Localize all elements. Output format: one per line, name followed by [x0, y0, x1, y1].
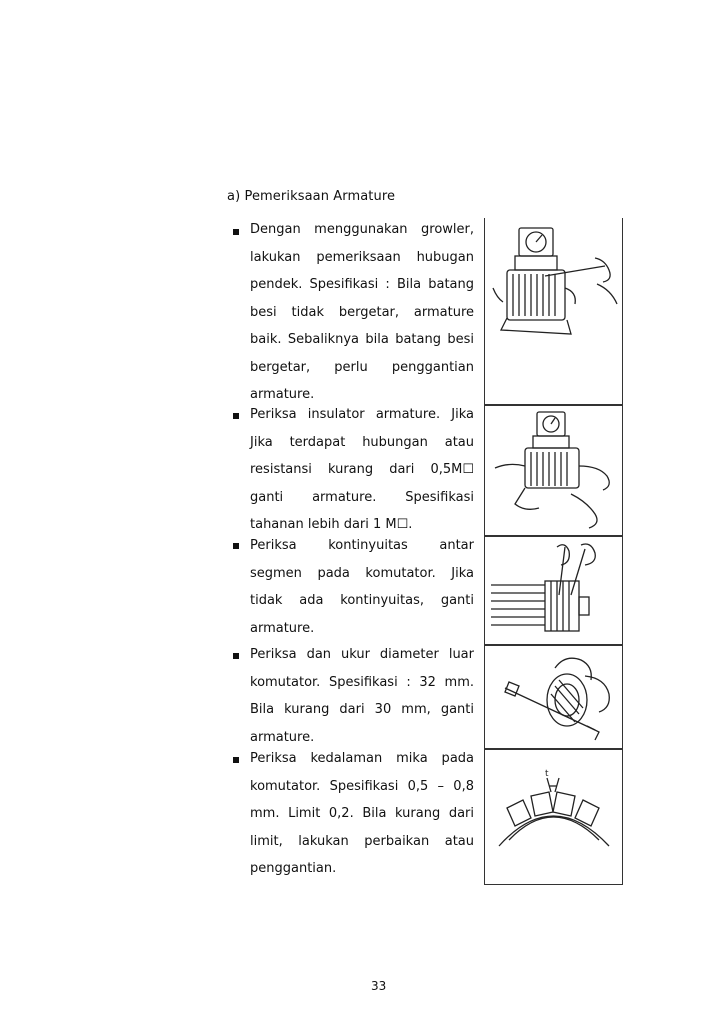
bullet-icon: [233, 543, 239, 549]
bullet-icon: [233, 413, 239, 419]
section-heading: a) Pemeriksaan Armature: [227, 189, 396, 204]
item-text: Dengan menggunakan growler, lakukan pemeriksaan hubugan pendek. Spesifikasi : Bila batang besi tidak bergetar, armature baik. Sebaliknya bila batang besi bergetar, perlu penggantian armature.: [250, 222, 474, 402]
list-item: [228, 536, 484, 644]
figure-cell: [484, 645, 623, 749]
insulation-test-icon: [485, 406, 622, 536]
bullet-icon: [233, 229, 239, 235]
figure-cell: [484, 749, 623, 885]
caliper-measure-icon: [485, 646, 622, 749]
figure-cell: [484, 405, 623, 536]
list-item: [228, 749, 484, 885]
bullet-icon: [233, 653, 239, 659]
item-text: Periksa insulator armature. Jika Jika terdapat hubungan atau resistansi kurang dari 0,5M☐ ganti armature. Spesifikasi tahanan lebih dari 1 M☐.: [250, 407, 474, 532]
continuity-probe-icon: [485, 537, 622, 645]
item-text: Periksa kontinyuitas antar segmen pada komutator. Jika tidak ada kontinyuitas, ganti armature.: [250, 538, 474, 636]
mica-depth-icon: [485, 750, 622, 885]
item-text: Periksa kedalaman mika pada komutator. Spesifikasi 0,5 – 0,8 mm. Limit 0,2. Bila kurang dari limit, lakukan perbaikan atau penggantian.: [250, 751, 474, 876]
list-item: [228, 218, 484, 404]
list-item: [228, 405, 484, 535]
growler-rod-icon: [485, 218, 622, 404]
list-item: [228, 645, 484, 748]
figure-cell: [484, 536, 623, 645]
page-number: 33: [371, 979, 387, 993]
svg-text:t: t: [545, 769, 549, 779]
figure-cell: [484, 218, 623, 405]
item-text: Periksa dan ukur diameter luar komutator. Spesifikasi : 32 mm. Bila kurang dari 30 mm, ganti armature.: [250, 647, 474, 745]
bullet-icon: [233, 757, 239, 763]
